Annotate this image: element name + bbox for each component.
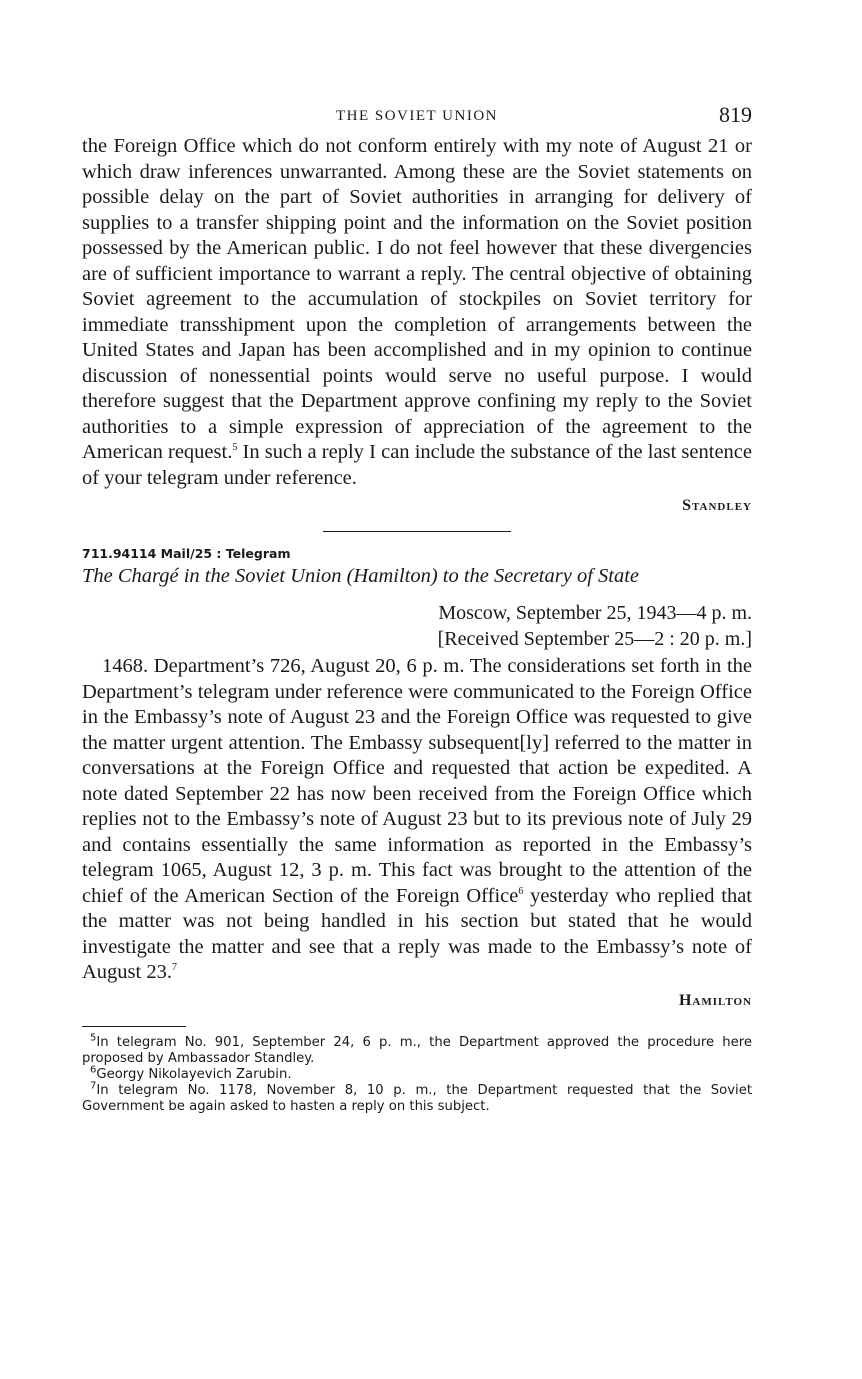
footnote-5 [82, 1032, 752, 1067]
document-page [82, 100, 752, 1115]
telegram-body-paragraph [82, 654, 752, 986]
dateline-received: [Received September 25—2 : 20 p. m.] [437, 628, 752, 650]
signature-hamilton [82, 992, 752, 1010]
paragraph2-text-b: yesterday who replied that the matter was not being handled in his section but stated that he would investigate the matter and see that a reply was made to the Embassy’s note of August 23. [82, 884, 752, 983]
dateline [82, 600, 752, 652]
section-divider [323, 531, 511, 532]
footnote-ref-5: 5 [232, 442, 238, 454]
paragraph1-tail: In such a reply I can include the substance of the last sentence of your telegram under reference. [82, 441, 753, 489]
footnote-5-text: In telegram No. 901, September 24, 6 p. m., the Department approved the procedure here proposed by Ambassador Standley. [82, 1034, 752, 1066]
dateline-sent: Moscow, September 25, 1943—4 p. m. [438, 602, 752, 624]
signature-standley-text: Standley [682, 497, 752, 514]
signature-hamilton-text: Hamilton [678, 991, 752, 1009]
footnote-7 [82, 1080, 752, 1115]
footnote-5-mark: 5 [90, 1032, 97, 1044]
document-heading: The Chargé in the Soviet Union (Hamilton) to the Secretary of State [82, 565, 640, 587]
footnote-7-mark: 7 [90, 1080, 97, 1092]
footnote-6-text: Georgy Nikolayevich Zarubin. [96, 1066, 292, 1082]
signature-standley [82, 497, 752, 515]
footnote-6 [82, 1064, 752, 1083]
file-reference: 711.94114 Mail/25 : Telegram [82, 546, 291, 561]
running-title: THE SOVIET UNION [335, 108, 499, 124]
body-paragraph-continued [82, 134, 752, 491]
footnote-ref-6: 6 [518, 885, 524, 897]
footnote-ref-7: 7 [171, 962, 177, 974]
page-number: 819 [719, 102, 752, 127]
running-head [82, 100, 752, 134]
paragraph1-text: the Foreign Office which do not conform entirely with my note of August 21 or which draw inferences unwarranted. Among these are the Soviet statements on possible delay on the part of Soviet authorities in arranging for delivery of supplies to a transfer shipping point and the information on the Soviet position possessed by the American public. I do not feel however that these divergencies are of sufficient importance to warrant a reply. The central objective of obtaining Soviet agreement to the accumulation of stockpiles on Soviet territory for immediate transshipment upon the completion of arrangements between the United States and Japan has been accomplished and in my opinion to continue discussion of nonessential points would serve no useful purpose. I would therefore suggest that the Department approve confining my reply to the Soviet authorities to a simple expression of appreciation of the agreement to the American request. [82, 135, 752, 463]
footnote-divider [82, 1026, 186, 1027]
footnote-6-mark: 6 [90, 1064, 97, 1076]
footnote-7-text: In telegram No. 1178, November 8, 10 p. m., the Department requested that the Soviet Government be again asked to hasten a reply on this subject. [82, 1082, 752, 1114]
paragraph2-text-a: 1468. Department’s 726, August 20, 6 p. m. The considerations set forth in the Department’s telegram under reference were communicated to the Foreign Office in the Embassy’s note of August 23 and the Foreign Office was requested to give the matter urgent attention. The Embassy subsequent[ly] referred to the matter in conversations at the Foreign Office and requested that action be expedited. A note dated September 22 has now been received from the Foreign Office which replies not to the Embassy’s note of August 23 but to its previous note of July 29 and contains essentially the same information as reported in the Embassy’s telegram 1065, August 12, 3 p. m. This fact was brought to the attention of the chief of the American Section of the Foreign Office [82, 655, 752, 907]
